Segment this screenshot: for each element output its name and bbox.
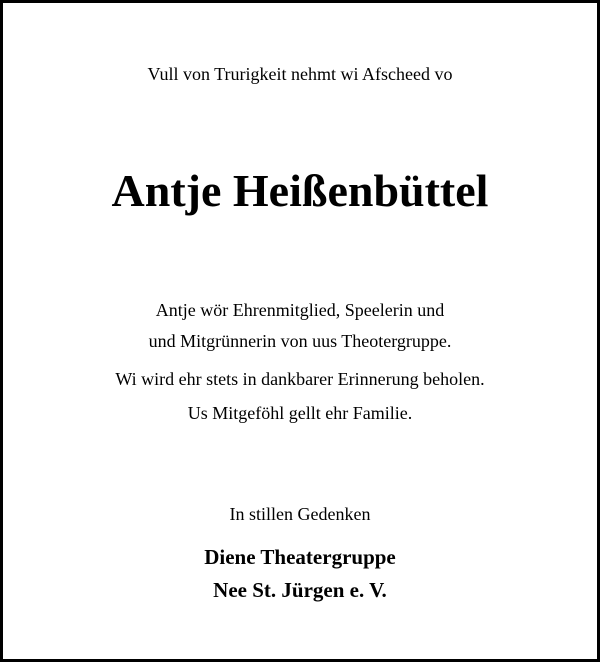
closing-text: In stillen Gedenken [229, 504, 371, 524]
deceased-name: Antje Heißenbüttel [111, 165, 489, 216]
condolence-line: Us Mitgeföhl gellt ehr Familie. [187, 403, 413, 423]
tribute-line-1: Antje wör Ehrenmitglied, Speelerin und [155, 300, 445, 320]
signature-organization: Diene Theatergruppe [204, 545, 396, 569]
signature-location: Nee St. Jürgen e. V. [213, 578, 387, 602]
intro-text: Vull von Trurigkeit nehmt wi Afscheed vo [147, 64, 453, 84]
tribute-line-3: Wi wird ehr stets in dankbarer Erinnerung beholen. [115, 369, 485, 389]
tribute-line-2: und Mitgrünnerin von uus Theotergruppe. [148, 331, 452, 351]
